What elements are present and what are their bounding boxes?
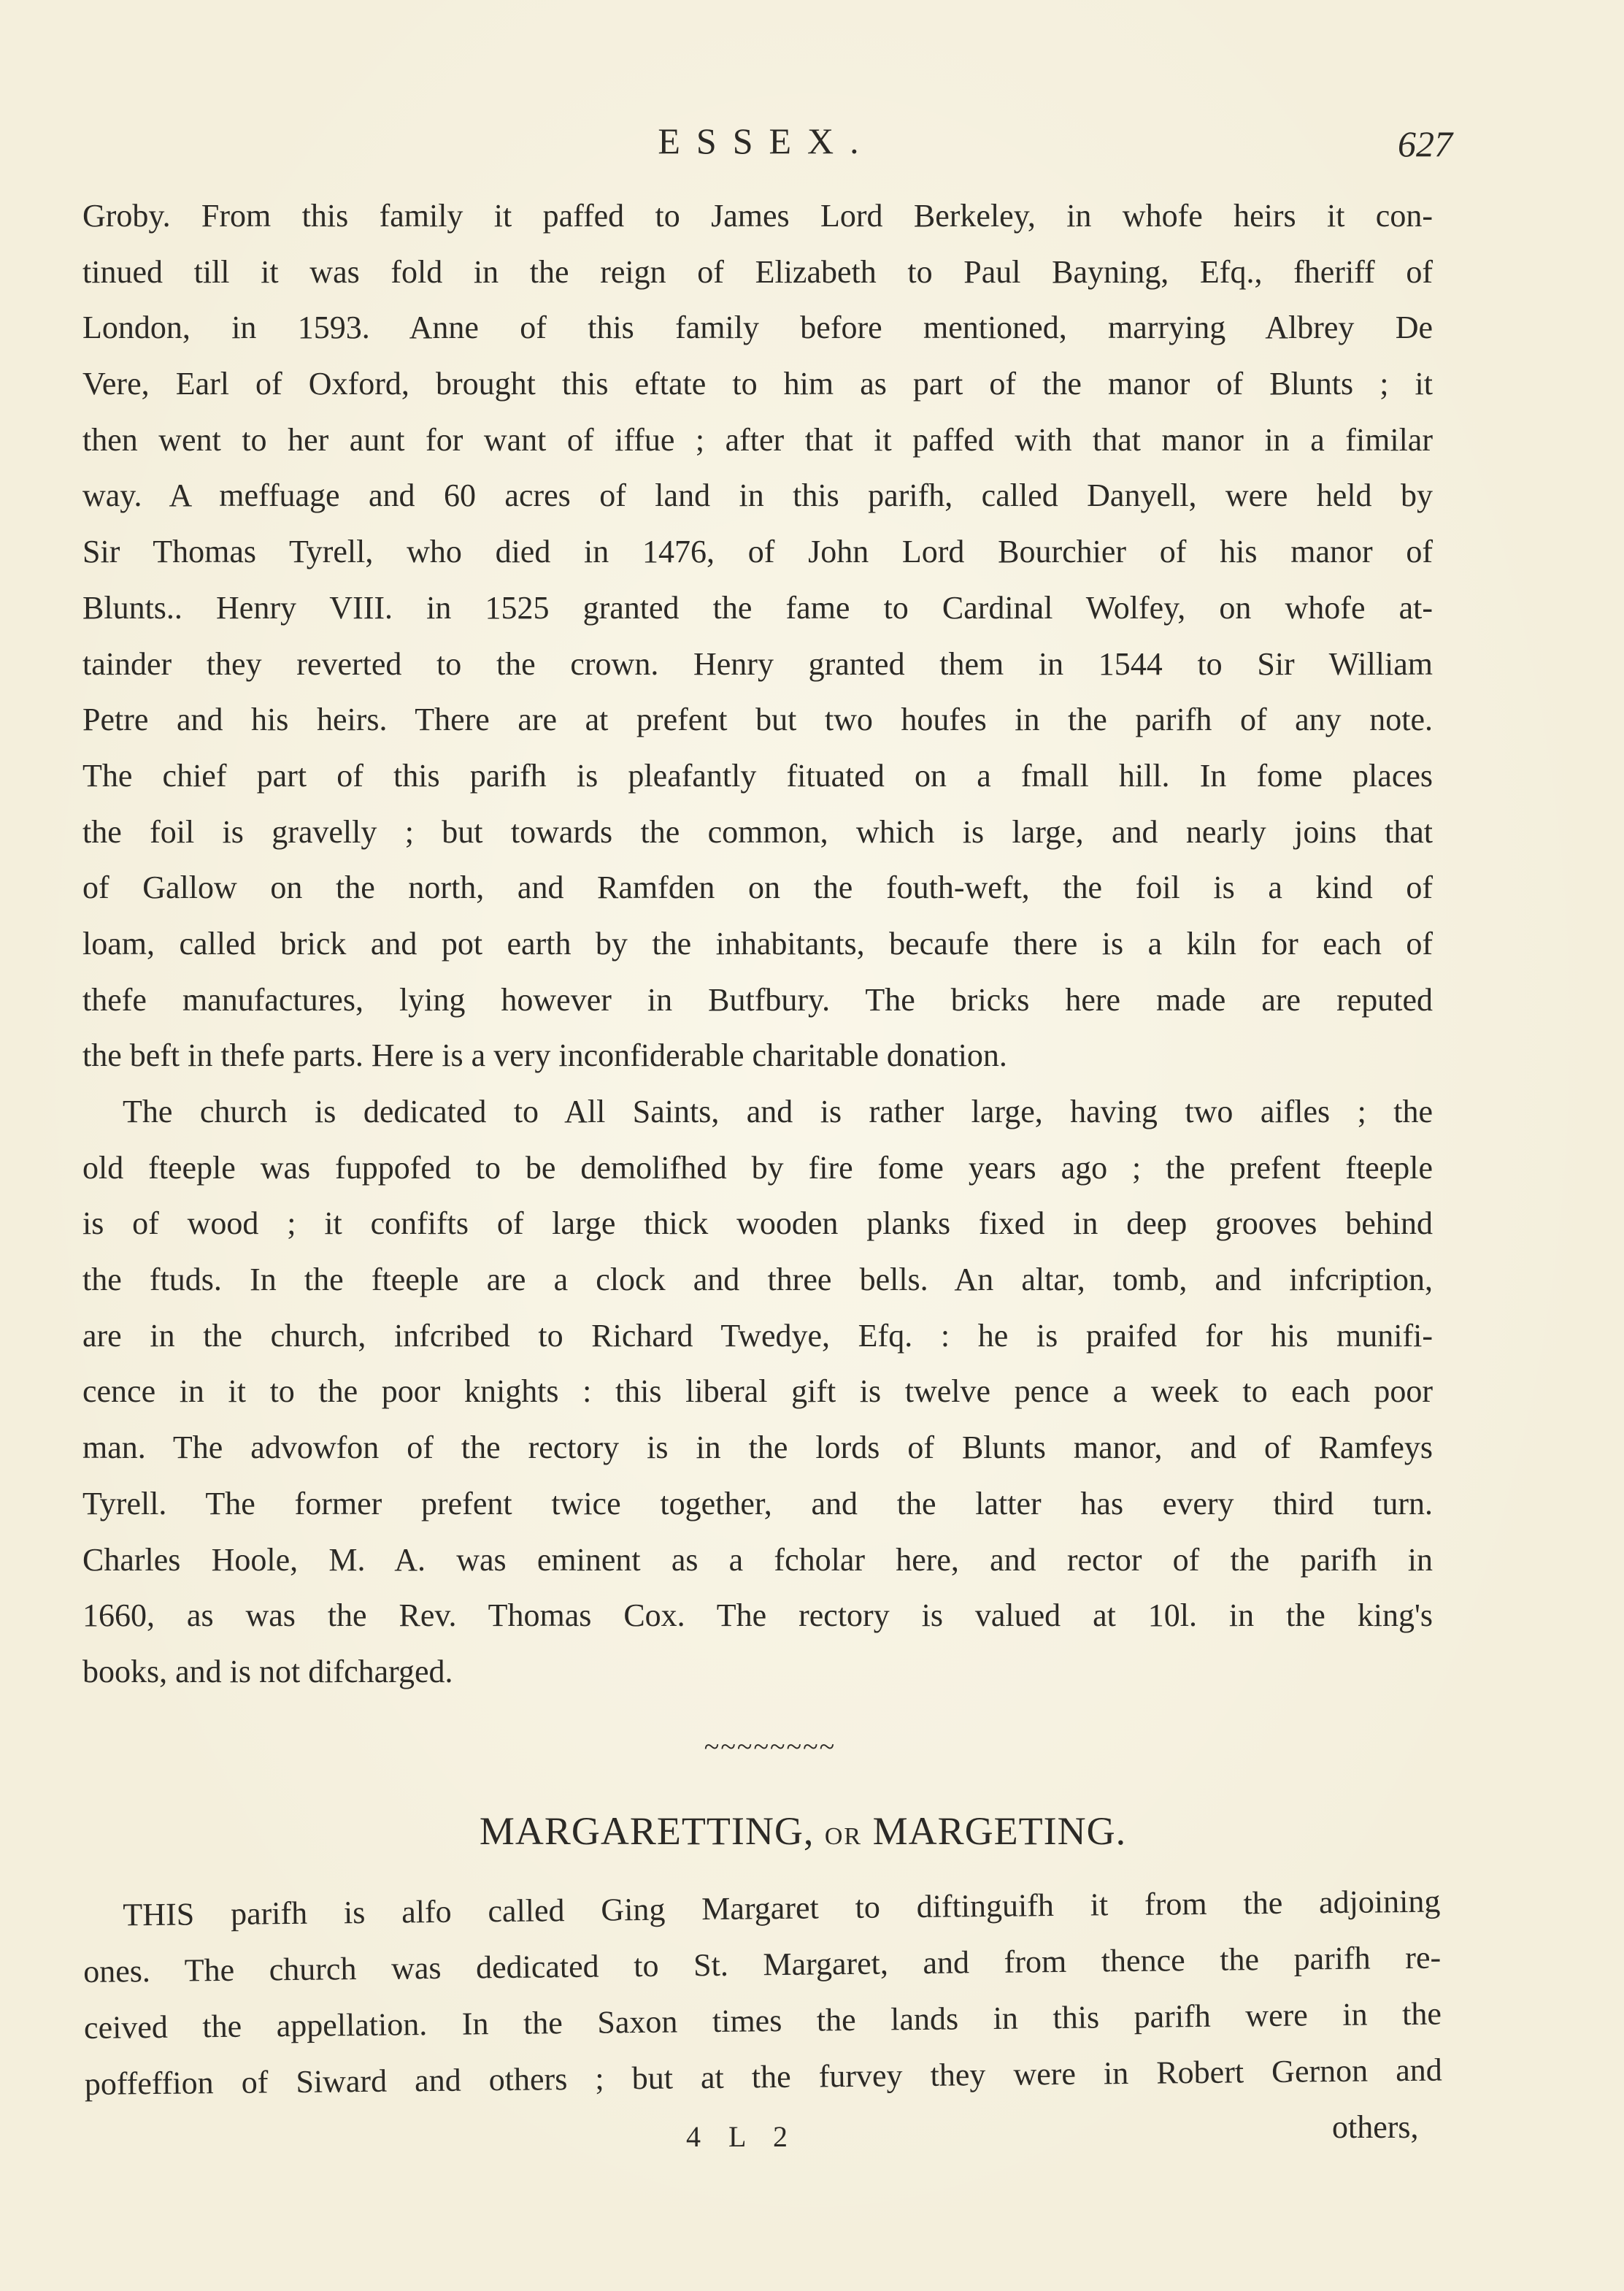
text-line: the foil is gravelly ; but towards the common, which is large, and nearly joins that	[82, 813, 1433, 850]
text-line: loam, called brick and pot earth by the inhabitants, becaufe there is a kiln for each of	[82, 925, 1433, 962]
section-heading-alt: MARGETING.	[872, 1809, 1127, 1853]
text-line: cence in it to the poor knights : this liberal gift is twelve pence a week to each poor	[82, 1373, 1433, 1410]
text-line: Sir Thomas Tyrell, who died in 1476, of John Lord Bourchier of his manor of	[82, 534, 1433, 570]
text-line: 1660, as was the Rev. Thomas Cox. The rectory is valued at 10l. in the king's	[82, 1597, 1433, 1634]
page-header	[80, 115, 1452, 166]
running-title: ESSEX.	[658, 120, 875, 161]
section-divider-ornament: ~~~~~~~~	[704, 1736, 836, 1758]
text-line: Blunts.. Henry VIII. in 1525 granted the fame to Cardinal Wolfey, on whofe at-	[82, 589, 1433, 626]
text-line: then went to her aunt for want of iffue ; after that it paffed with that manor in a fimilar	[82, 421, 1433, 458]
text-line: way. A meffuage and 60 acres of land in this parifh, called Danyell, were held by	[82, 477, 1433, 514]
text-line: is of wood ; it confifts of large thick wooden planks fixed in deep grooves behind	[82, 1205, 1433, 1242]
text-line: man. The advowfon of the rectory is in the lords of Blunts manor, and of Ramfeys	[82, 1430, 1433, 1466]
text-line: Tyrell. The former prefent twice together, and the latter has every third turn.	[82, 1485, 1433, 1521]
text-line: Groby. From this family it paffed to James Lord Berkeley, in whofe heirs it con-	[82, 198, 1433, 234]
text-line: The chief part of this parifh is pleafantly fituated on a fmall hill. In fome places	[82, 757, 1433, 794]
text-line: tinued till it was fold in the reign of Elizabeth to Paul Bayning, Efq., fheriff of	[82, 253, 1433, 290]
catchword: others,	[1332, 2109, 1419, 2145]
section-body-text	[82, 1873, 1442, 2112]
text-line: Vere, Earl of Oxford, brought this eftate to him as part of the manor of Blunts ; it	[82, 366, 1433, 402]
text-line: tainder they reverted to the crown. Henry granted them in 1544 to Sir William	[82, 645, 1433, 682]
text-line: the beft in thefe parts. Here is a very inconfiderable charitable donation.	[82, 1037, 1007, 1074]
text-line: London, in 1593. Anne of this family before mentioned, marrying Albrey De	[82, 310, 1433, 346]
body-text	[82, 188, 1433, 1700]
text-line: thefe manufactures, lying however in Butfbury. The bricks here made are reputed	[82, 981, 1433, 1018]
section-heading-or: OR	[824, 1823, 863, 1850]
text-line: Charles Hoole, M. A. was eminent as a fcholar here, and rector of the parifh in	[82, 1541, 1433, 1578]
text-line: ceived the appellation. In the Saxon times the lands in this parifh were in the	[83, 1995, 1442, 2046]
text-line: old fteeple was fuppofed to be demolifhed by fire fome years ago ; the prefent fteeple	[82, 1149, 1433, 1186]
text-line: ones. The church was dedicated to St. Margaret, and from thence the parifh re-	[82, 1939, 1442, 1989]
text-line: are in the church, infcribed to Richard Twedye, Efq. : he is praifed for his munifi-	[82, 1317, 1433, 1354]
printer-signature-mark: 4 L 2	[686, 2120, 798, 2153]
section-heading	[219, 1803, 1387, 1865]
text-line: the ftuds. In the fteeple are a clock and three bells. An altar, tomb, and infcription,	[82, 1262, 1433, 1298]
paragraph-start-line: THIS parifh is alfo called Ging Margaret to diftinguifh it from the adjoining	[123, 1883, 1441, 1933]
text-line: of Gallow on the north, and Ramfden on the fouth-weft, the foil is a kind of	[82, 870, 1433, 906]
section-heading-main: MARGARETTING,	[479, 1809, 815, 1853]
page-number: 627	[1398, 123, 1452, 164]
text-line: books, and is not difcharged.	[82, 1653, 453, 1689]
text-line: Petre and his heirs. There are at prefent but two houfes in the parifh of any note.	[82, 702, 1433, 738]
text-line: poffeffion of Siward and others ; but at the furvey they were in Robert Gernon and	[84, 2052, 1442, 2102]
paragraph-start-line: The church is dedicated to All Saints, and is rather large, having two aifles ; the	[123, 1094, 1433, 1129]
